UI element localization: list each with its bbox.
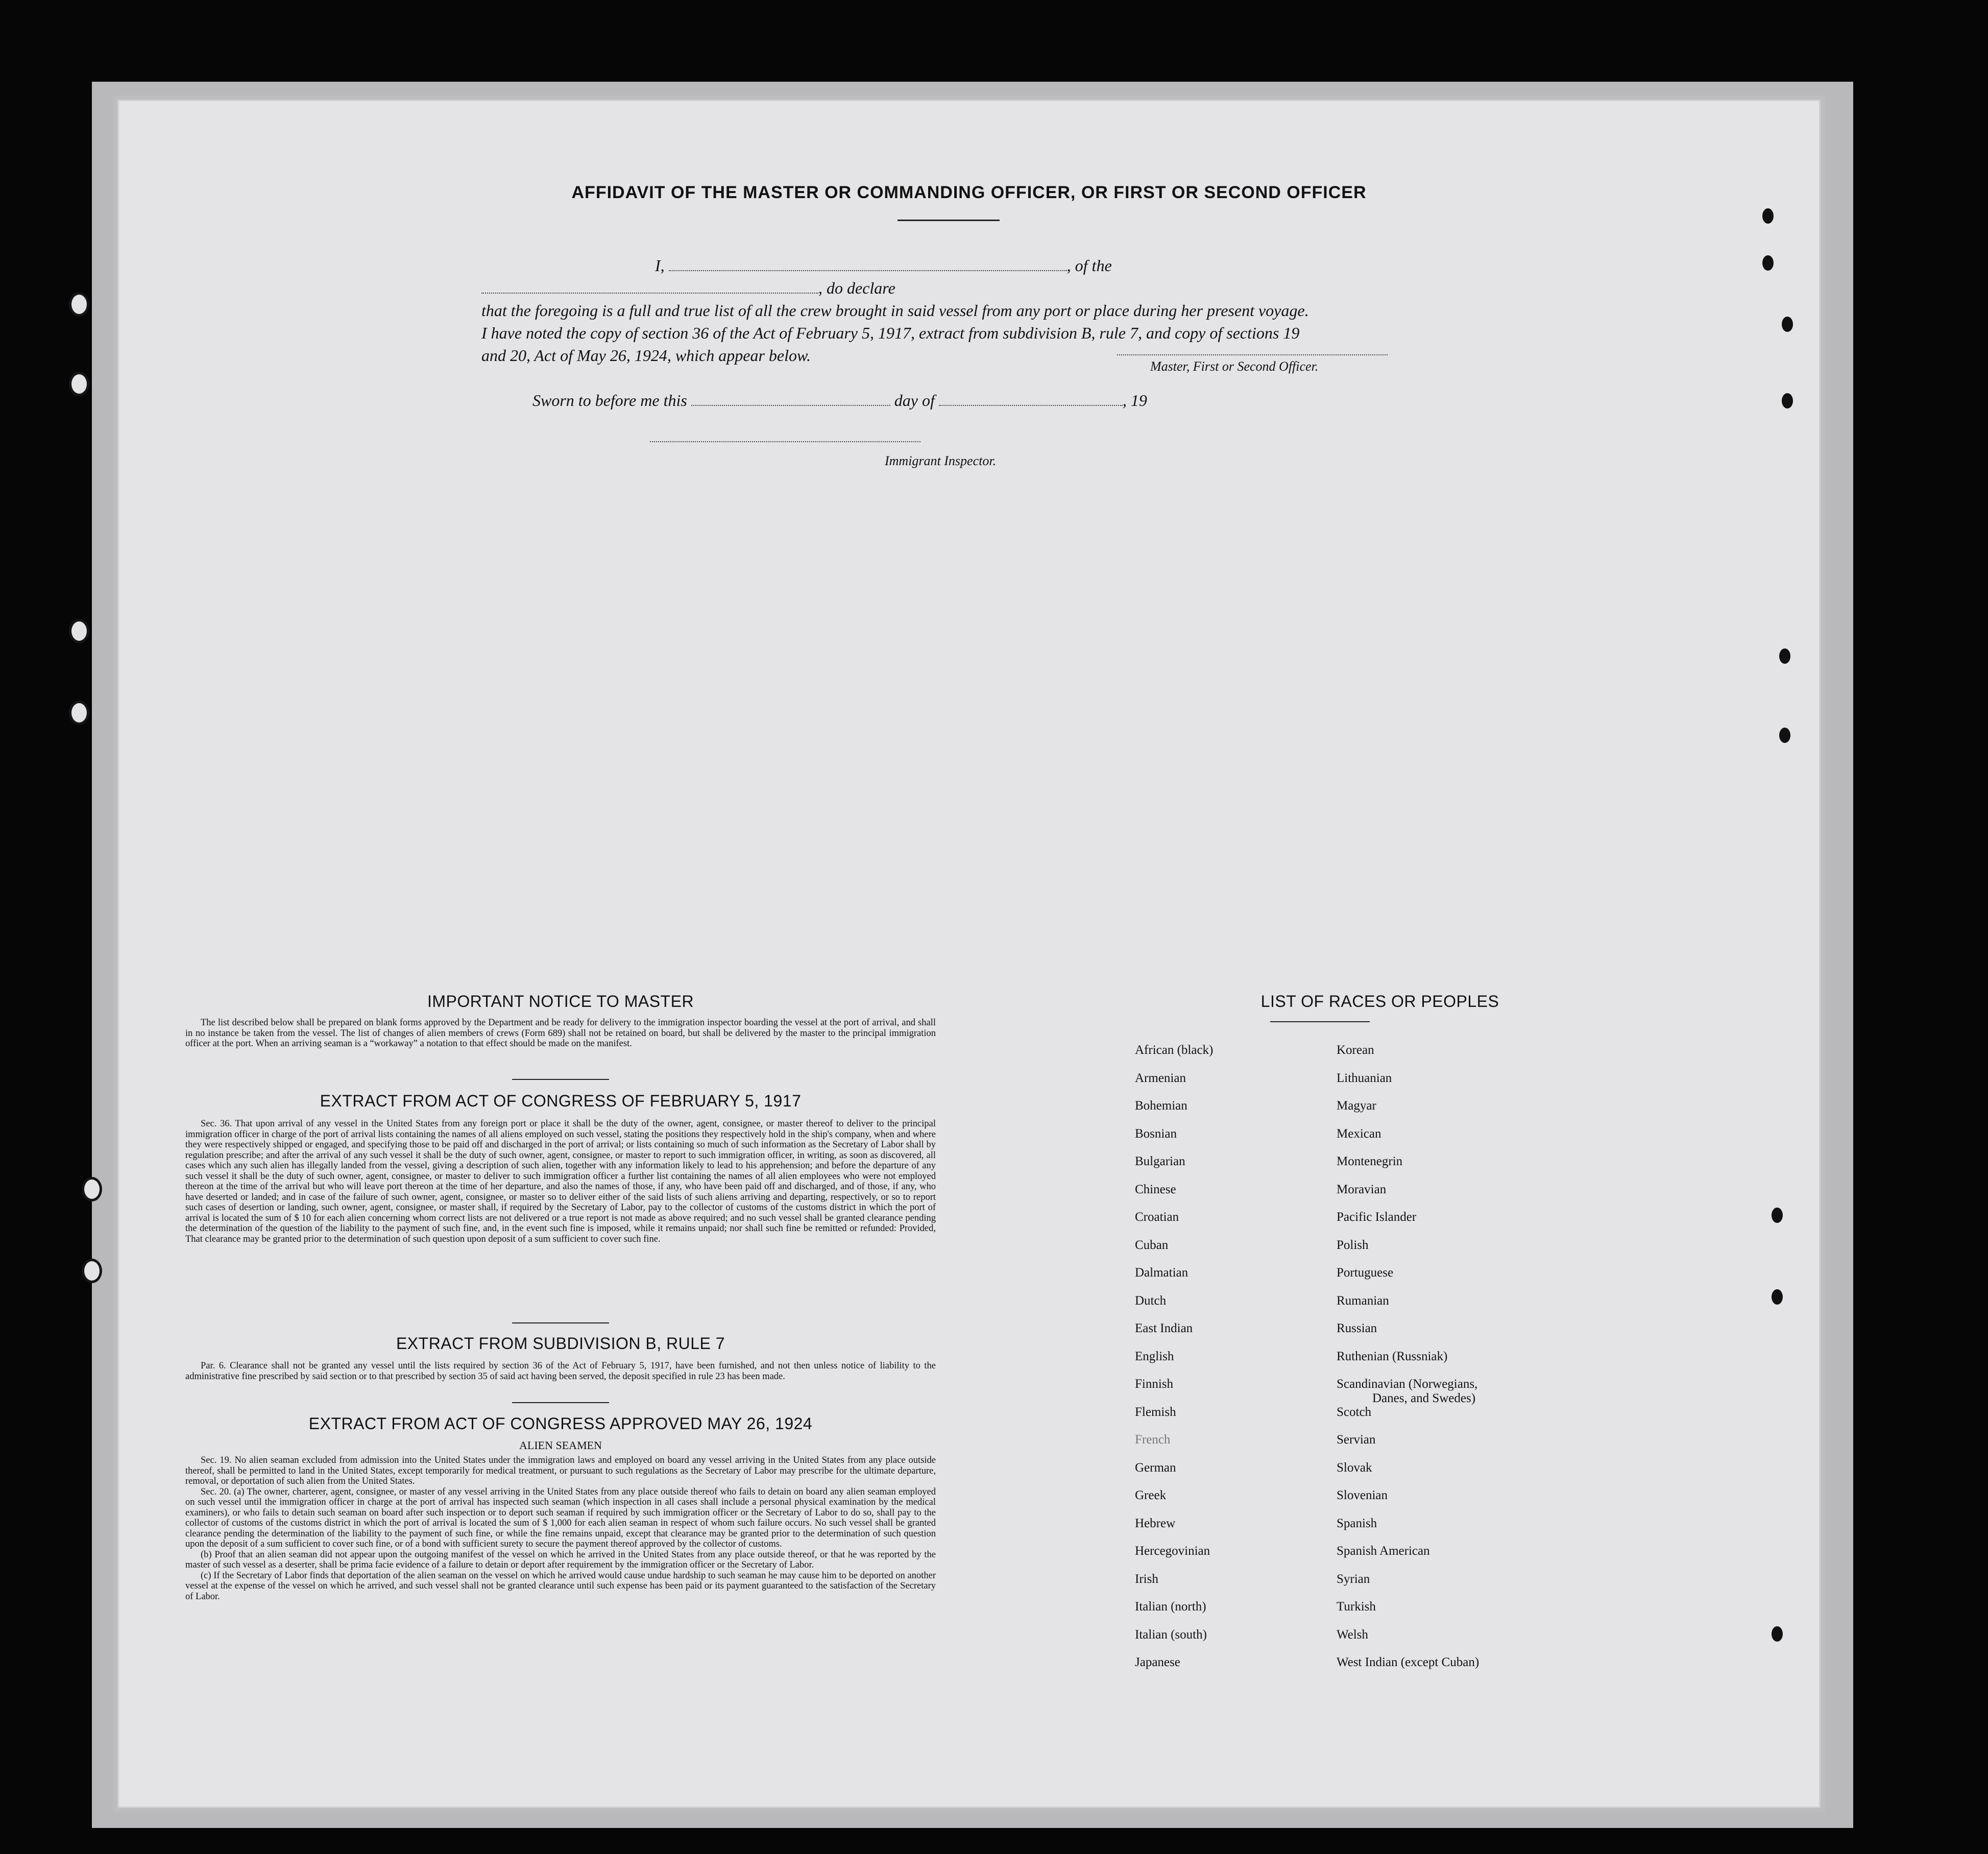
affidavit-line-4: and 20, Act of May 26, 1924, which appear below.: [481, 346, 811, 365]
race-item: Spanish American: [1337, 1544, 1430, 1558]
binder-hole-icon: [1762, 208, 1774, 224]
race-item: French: [1135, 1433, 1171, 1447]
race-item: Polish: [1337, 1238, 1369, 1252]
race-item: Armenian: [1135, 1071, 1186, 1085]
affidavit-title: AFFIDAVIT OF THE MASTER OR COMMANDING OFFICER, OR FIRST OR SECOND OFFICER: [571, 183, 1367, 202]
race-item: Scotch: [1337, 1405, 1372, 1419]
race-item: Russian: [1337, 1321, 1377, 1335]
inspector-label: Immigrant Inspector.: [885, 453, 997, 468]
race-item: Slovak: [1337, 1460, 1372, 1475]
binder-hole-icon: [1779, 648, 1790, 664]
extract-1917-rule: [512, 1322, 609, 1323]
sworn-day-blank[interactable]: [691, 392, 890, 406]
inspector-signature-line[interactable]: [650, 428, 920, 442]
name-blank[interactable]: [669, 257, 1067, 271]
race-item: Danes, and Swedes): [1372, 1391, 1476, 1405]
binder-hole-icon: [69, 619, 89, 643]
sworn-line: Sworn to before me this day of , 19: [532, 391, 1147, 410]
notice-rule: [512, 1079, 609, 1080]
binder-hole-icon: [1772, 1289, 1783, 1305]
race-item: Cuban: [1135, 1238, 1169, 1252]
officer-label: Master, First or Second Officer.: [1150, 359, 1319, 374]
binder-hole-icon: [82, 1177, 102, 1201]
race-item: Greek: [1135, 1488, 1167, 1502]
race-item: Bosnian: [1135, 1126, 1177, 1141]
extract-1917-text: Sec. 36. That upon arrival of any vessel in the United States from any foreign port or place it shall be the duty of the owner, agent, consignee, or master thereof to deliver to the principal immigration officer in charge of the port of arrival lists containing the names of all aliens employed on such vessel, stating the positions they respectively hold in the ship's company, when and where they were respectively shipped or engaged, and specifying those to be paid off and discharged in the port of arrival; or lists containing so much of such information as the Secretary of Labor shall by regulation prescribe; and after the arrival of any such vessel it shall be the duty of such owner, agent, consignee, or master to report to such immigration officer, in writing, as soon as discovered, all cases which any such alien has illegally landed from the vessel, giving a description of such alien, together with any information likely to lead to his apprehension; and before the departure of any such vessel it shall be the duty of such owner, agent, consignee, or master to deliver to such immigration officer a further list containing the names of all alien employees who were not employed thereon at the time of the arrival but who will leave port thereon at the time of her departure, and also the names of those, if any, who have been paid off and discharged, and of those, if any, who have deserted or landed; and in case of the failure of such owner, agent, consignee, or master so to deliver either of the said lists of such aliens arriving and departing, respectively, or so to report such cases of desertion or landing, such owner, agent, consignee, or master shall, if required by the Secretary of Labor, pay to the collector of customs of the customs district in which the port of arrival is located the sum of $ 10 for each alien concerning whom correct lists are not delivered or a true report is not made as above required; and no such vessel shall be granted clearance pending the determination of the question of the liability to the payment of such fine, and, in the event such fine is imposed, while it remains unpaid; nor shall such fine be remitted or refunded: Provided, That clearance may be granted prior to the determination of such question upon deposit of a sum sufficient to cover such fine.: [185, 1119, 936, 1244]
sec-19: Sec. 19. No alien seaman excluded from admission into the United States under the immigration laws and employed on board any vessel arriving in the United States from any place outside thereof, shall be permitted to land in the United States, except temporarily for medical treatment, or pursuant to such regulations as the Secretary of Labor may prescribe for the ultimate departure, removal, or deportation of such alien from the United States.: [185, 1455, 936, 1486]
race-item: Ruthenian (Russniak): [1337, 1349, 1448, 1363]
race-item: German: [1135, 1460, 1176, 1475]
race-item: Spanish: [1337, 1516, 1377, 1530]
race-item: Hercegovinian: [1135, 1544, 1210, 1558]
affidavit-line-3: I have noted the copy of section 36 of the Act of February 5, 1917, extract from subdivision B, rule 7, and copy of sections 19: [481, 324, 1300, 342]
extract-1924-text: [185, 1455, 936, 1602]
race-item: Dutch: [1135, 1293, 1167, 1308]
race-item: Magyar: [1337, 1099, 1376, 1113]
races-rule: [1270, 1021, 1370, 1022]
race-item: Italian (south): [1135, 1627, 1207, 1642]
sec-20c: (c) If the Secretary of Labor finds that deportation of the alien seaman on the vessel on which he arrived would cause undue hardship to such seaman he may cause him to be deported on another vessel at the expense of the vessel on which he arrived, and such vessel shall not be granted clearance until such expense has been paid or its payment guaranteed to the satisfaction of the Secretary of Labor.: [185, 1570, 936, 1602]
binder-hole-icon: [1772, 1626, 1783, 1642]
title-rule: [898, 220, 1000, 221]
vessel-blank[interactable]: [481, 279, 818, 294]
race-item: Turkish: [1337, 1600, 1376, 1614]
race-item: Slovenian: [1337, 1488, 1388, 1502]
race-item: Montenegrin: [1337, 1154, 1403, 1168]
race-item: Bohemian: [1135, 1099, 1187, 1113]
race-item: Korean: [1337, 1043, 1374, 1057]
extract-rule7-rule: [512, 1402, 609, 1403]
binder-hole-icon: [69, 372, 89, 396]
race-item: Mexican: [1337, 1126, 1381, 1141]
race-item: Hebrew: [1135, 1516, 1176, 1530]
race-item: Servian: [1337, 1433, 1376, 1447]
race-item: Italian (north): [1135, 1600, 1206, 1614]
race-item: Finnish: [1135, 1377, 1174, 1391]
binder-hole-icon: [1762, 255, 1774, 271]
race-item: Rumanian: [1337, 1293, 1389, 1308]
race-item: Irish: [1135, 1572, 1158, 1586]
affidavit-line-2: that the foregoing is a full and true list of all the crew brought in said vessel from any port or place during her present voyage.: [481, 301, 1309, 320]
binder-hole-icon: [1782, 393, 1793, 408]
race-item: English: [1135, 1349, 1174, 1363]
affidavit-line-1: I, , of the , do declare: [481, 254, 1421, 299]
extract-rule7-text: Par. 6. Clearance shall not be granted any vessel until the lists required by section 36 of the Act of February 5, 1917, have been furnished, and not then unless notice of liability to the administrative fine prescribed by said section or to that prescribed by section 35 of said act having been served, the deposit specified in rule 23 has been made.: [185, 1361, 936, 1382]
race-item: Croatian: [1135, 1210, 1179, 1224]
officer-signature-line[interactable]: [1117, 341, 1388, 355]
race-item: Scandinavian (Norwegians,: [1337, 1377, 1478, 1391]
binder-hole-icon: [1779, 728, 1790, 743]
race-item: West Indian (except Cuban): [1337, 1655, 1480, 1669]
race-item: Portuguese: [1337, 1266, 1394, 1280]
race-item: Syrian: [1337, 1572, 1370, 1586]
sec-20b: (b) Proof that an alien seaman did not appear upon the outgoing manifest of the vessel on which he arrived in the United States from any place outside thereof, or that he was reported by the master of such vessel as a deserter, shall be prima facie evidence of a failure to detain or deport after requirement by the immigration officer or the Secretary of Labor.: [185, 1549, 936, 1570]
sec-20a: Sec. 20. (a) The owner, charterer, agent, consignee, or master of any vessel arriving in the United States from any place outside thereof who fails to detain on board any alien seaman employed on such vessel until the immigration officer in charge at the port of arrival has inspected such seaman (which inspection in all cases shall include a personal physical examination by the medical examiners), or who fails to detain such seaman on board after such inspection or to deport such seaman if required by such immigration officer or the Secretary of Labor to do so, shall pay to the collector of customs of the customs district in which the port of arrival is located the sum of $ 1,000 for each alien seaman in respect of whom such failure occurs. No such vessel shall be granted clearance pending the determination of the liability to the payment of such fine, or while the fine remains unpaid, except that clearance may be granted prior to the determination of such question upon the deposit of a sum sufficient to cover such fine, or of a bond with sufficient surety to secure the payment thereof approved by the collector of customs.: [185, 1486, 936, 1549]
notice-title: IMPORTANT NOTICE TO MASTER: [427, 992, 694, 1010]
race-item: Japanese: [1135, 1655, 1180, 1669]
race-item: Dalmatian: [1135, 1266, 1189, 1280]
document-page: [117, 100, 1821, 1808]
binder-hole-icon: [69, 292, 89, 317]
race-item: East Indian: [1135, 1321, 1193, 1335]
race-item: Lithuanian: [1337, 1071, 1392, 1085]
extract-1924-title: EXTRACT FROM ACT OF CONGRESS APPROVED MAY 26, 1924: [308, 1414, 813, 1433]
extract-rule7-title: EXTRACT FROM SUBDIVISION B, RULE 7: [396, 1334, 725, 1353]
extract-1917-title: EXTRACT FROM ACT OF CONGRESS OF FEBRUARY 5, 1917: [320, 1092, 802, 1110]
binder-hole-icon: [82, 1259, 102, 1283]
race-item: Moravian: [1337, 1182, 1387, 1196]
binder-hole-icon: [69, 701, 89, 725]
sworn-month-blank[interactable]: [939, 392, 1123, 406]
races-column-1: [1135, 1043, 1213, 1683]
binder-hole-icon: [1772, 1208, 1783, 1223]
binder-hole-icon: [1782, 317, 1793, 332]
race-item: Pacific Islander: [1337, 1210, 1417, 1224]
race-item: Welsh: [1337, 1627, 1368, 1642]
race-item: African (black): [1135, 1043, 1214, 1057]
races-title: LIST OF RACES OR PEOPLES: [1260, 992, 1499, 1010]
race-item: Chinese: [1135, 1182, 1176, 1196]
race-item: Bulgarian: [1135, 1154, 1185, 1168]
extract-1924-subtitle: ALIEN SEAMEN: [519, 1439, 602, 1452]
notice-text: The list described below shall be prepared on blank forms approved by the Department and be ready for delivery to the immigration inspector boarding the vessel at the port of arrival, and shall in no instance be taken from the vessel. The list of changes of alien members of crews (Form 689) shall not be retained on board, but shall be delivered by the master to the principal immigration officer at the port. When an arriving seaman is a “workaway” a notation to that effect should be made on the manifest.: [185, 1018, 936, 1049]
races-column-2: [1337, 1043, 1479, 1683]
race-item: Flemish: [1135, 1405, 1176, 1419]
